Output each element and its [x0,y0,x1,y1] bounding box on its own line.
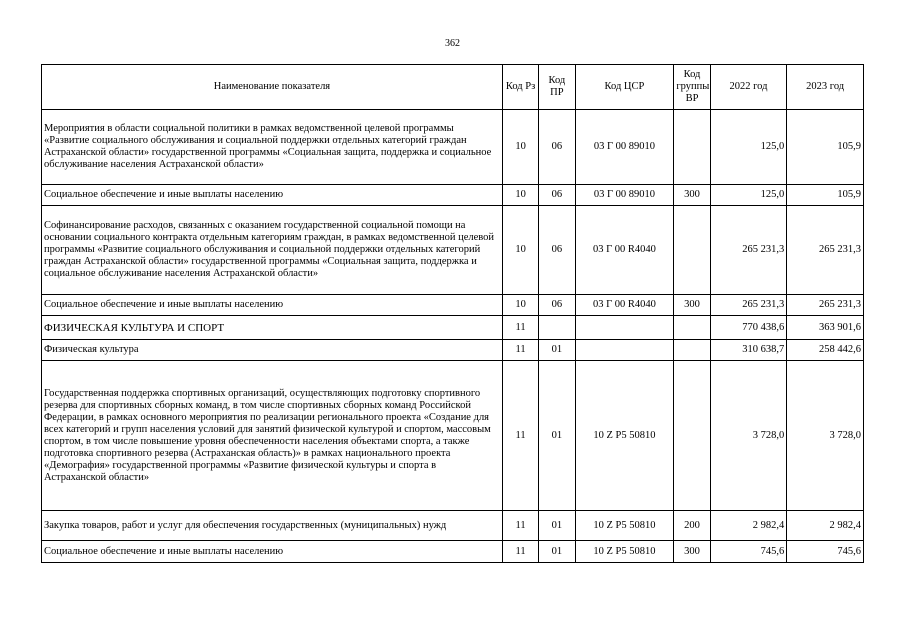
table-header-row [42,65,864,110]
row-csr: 10 Z P5 50810 [575,511,674,541]
table-row [42,541,864,563]
row-2022: 125,0 [710,110,787,185]
row-pr: 01 [539,340,575,361]
table-row [42,206,864,295]
table-row [42,185,864,206]
header-rz: Код Рз [502,65,538,110]
row-2022: 125,0 [710,185,787,206]
header-vr: Код группы ВР [674,65,710,110]
row-2023: 3 728,0 [787,361,864,511]
table-row [42,511,864,541]
row-2023: 363 901,6 [787,316,864,340]
row-vr [674,361,710,511]
header-2022: 2022 год [710,65,787,110]
page-number: 362 [445,38,460,49]
table-row [42,361,864,511]
row-name: Социальное обеспечение и иные выплаты населению [42,541,503,563]
row-vr: 300 [674,541,710,563]
row-name: Закупка товаров, работ и услуг для обеспечения государственных (муниципальных) нужд [42,511,503,541]
row-vr [674,110,710,185]
row-pr [539,316,575,340]
row-csr: 03 Г 00 89010 [575,110,674,185]
row-rz: 11 [502,361,538,511]
row-pr: 06 [539,295,575,316]
row-pr: 06 [539,206,575,295]
row-vr: 200 [674,511,710,541]
row-csr [575,316,674,340]
header-pr: Код ПР [539,65,575,110]
row-2022: 265 231,3 [710,295,787,316]
row-2022: 745,6 [710,541,787,563]
row-csr: 03 Г 00 R4040 [575,295,674,316]
row-pr: 01 [539,361,575,511]
header-csr: Код ЦСР [575,65,674,110]
table-row [42,295,864,316]
row-pr: 06 [539,110,575,185]
row-2023: 258 442,6 [787,340,864,361]
row-vr: 300 [674,295,710,316]
row-2023: 2 982,4 [787,511,864,541]
row-name: Физическая культура [42,340,503,361]
row-rz: 10 [502,185,538,206]
row-rz: 10 [502,206,538,295]
row-csr: 03 Г 00 R4040 [575,206,674,295]
row-2022: 3 728,0 [710,361,787,511]
row-csr: 10 Z P5 50810 [575,541,674,563]
row-csr [575,340,674,361]
row-name: Социальное обеспечение и иные выплаты населению [42,185,503,206]
table-row [42,110,864,185]
row-rz: 11 [502,340,538,361]
row-pr: 01 [539,511,575,541]
row-2022: 770 438,6 [710,316,787,340]
row-rz: 10 [502,295,538,316]
row-2023: 105,9 [787,110,864,185]
row-csr: 03 Г 00 89010 [575,185,674,206]
row-name: Мероприятия в области социальной политики в рамках ведомственной целевой программы «Развитие социального обслуживания и социальной поддержки отдельных категорий граждан Астраханской области» государственной программы «Социальная защита, поддержка и социальное обслуживание населения Астраханской области» [42,110,503,185]
row-pr: 06 [539,185,575,206]
table-row [42,316,864,340]
header-2023: 2023 год [787,65,864,110]
row-2023: 745,6 [787,541,864,563]
budget-table [41,64,864,563]
row-rz: 11 [502,316,538,340]
row-name: Софинансирование расходов, связанных с оказанием государственной социальной помощи на основании социального контракта отдельным категориям граждан, в рамках ведомственной целевой программы «Развитие социального обслуживания и социальной поддержки отдельных категорий граждан Астраханской области» государственной программы «Социальная защита, поддержка и социальное обслуживание населения Астраханской области» [42,206,503,295]
row-2023: 265 231,3 [787,295,864,316]
row-name: ФИЗИЧЕСКАЯ КУЛЬТУРА И СПОРТ [42,316,503,340]
row-rz: 10 [502,110,538,185]
row-vr [674,340,710,361]
row-vr [674,206,710,295]
row-name: Государственная поддержка спортивных организаций, осуществляющих подготовку спортивного резерва для спортивных сборных команд, в том числе спортивных сборных команд Российской Федерации, в рамках основного мероприятия по реализации регионального проекта «Создание для всех категорий и групп населения условий для занятий физической культурой и спортом, массовым спортом, в том числе повышение уровня обеспеченности населения объектами спорта, а также подготовка спортивного резерва (Астраханская область)» в рамках национального проекта «Демография» государственной программы «Развитие физической культуры и спорта в Астраханской области» [42,361,503,511]
row-csr: 10 Z P5 50810 [575,361,674,511]
row-vr [674,316,710,340]
row-rz: 11 [502,541,538,563]
header-name: Наименование показателя [42,65,503,110]
row-2022: 2 982,4 [710,511,787,541]
row-2023: 265 231,3 [787,206,864,295]
row-name: Социальное обеспечение и иные выплаты населению [42,295,503,316]
row-2022: 310 638,7 [710,340,787,361]
table-row [42,340,864,361]
row-pr: 01 [539,541,575,563]
row-2023: 105,9 [787,185,864,206]
row-vr: 300 [674,185,710,206]
row-2022: 265 231,3 [710,206,787,295]
row-rz: 11 [502,511,538,541]
